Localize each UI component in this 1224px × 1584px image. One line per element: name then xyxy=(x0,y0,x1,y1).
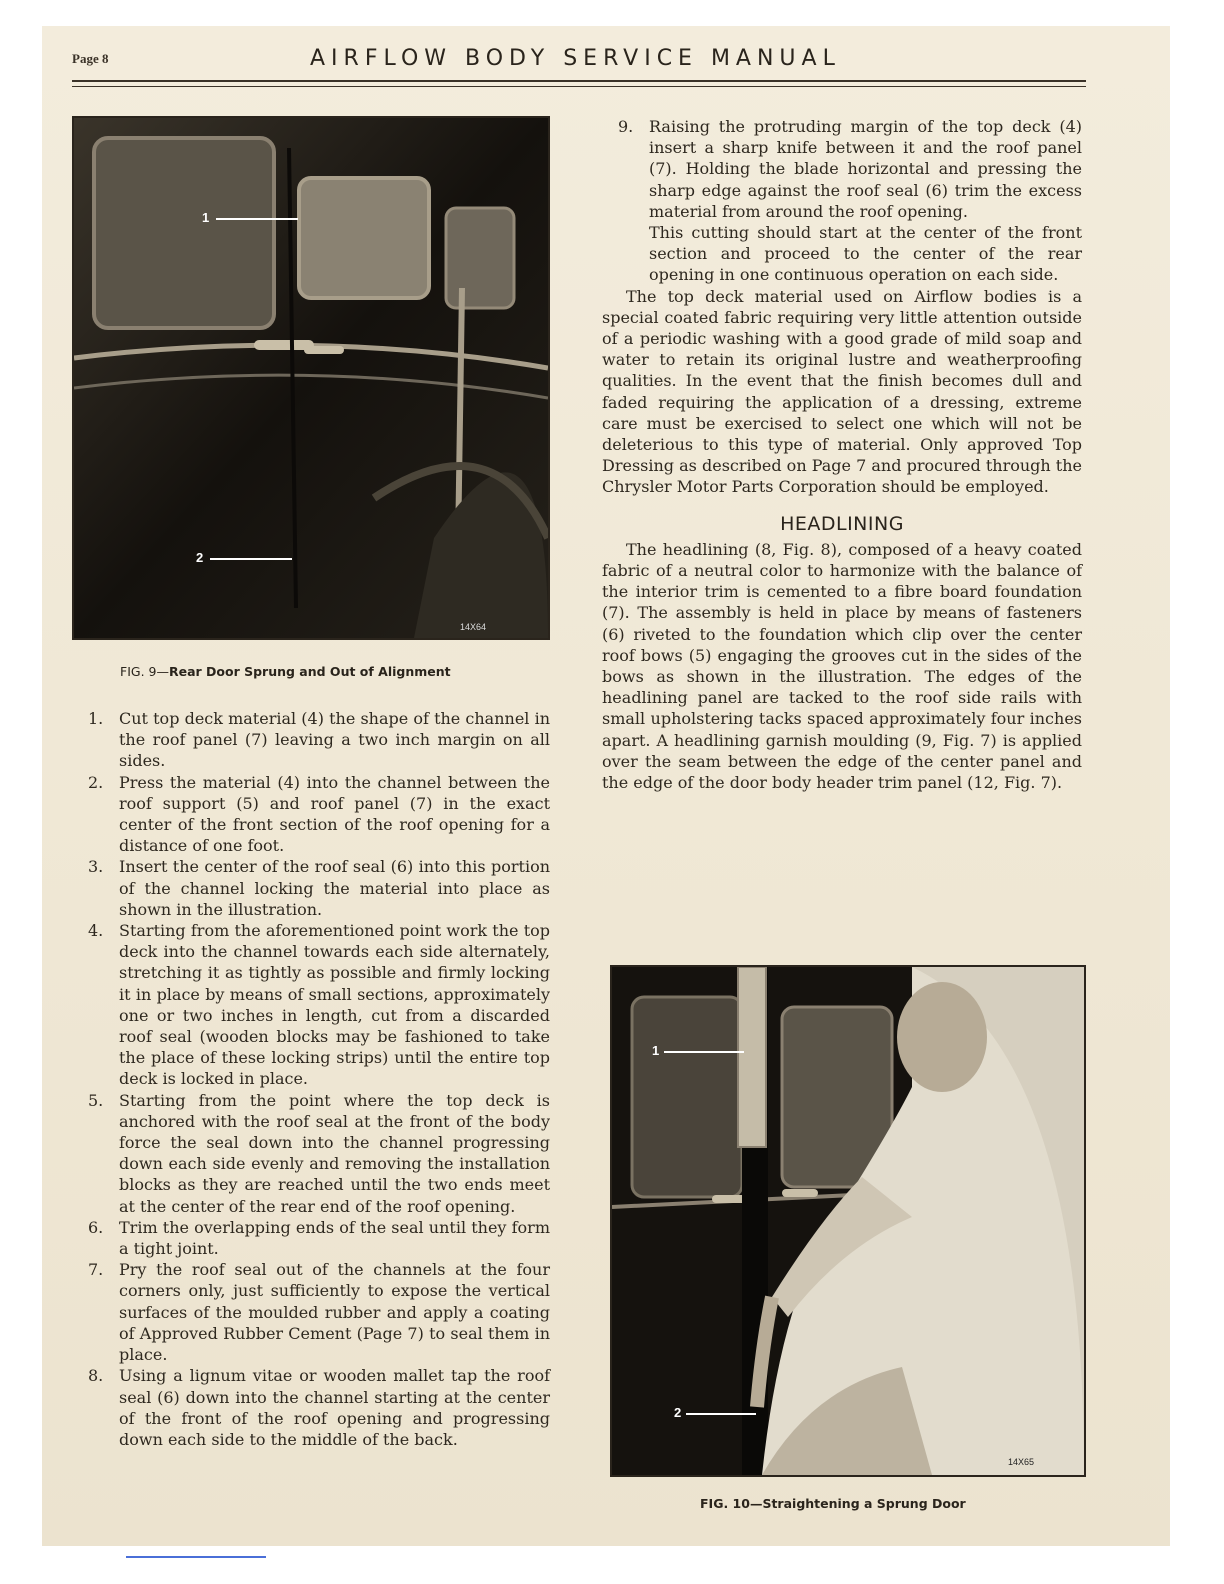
step-number: 4. xyxy=(88,921,104,941)
figure-9-callout-1: 1 xyxy=(202,210,210,225)
car-door-illustration xyxy=(74,118,548,638)
step-number: 1. xyxy=(88,709,104,728)
step-number: 2. xyxy=(88,772,104,792)
step-text: Starting from the aforementioned point work the top deck into the channel towards each side alternately, stretching it as tightly as possible and firmly locking it in place by means of small sections, approximately one or two inches in length, cut from a discarded roof seal (wooden blocks may be fashioned to take the place of these locking strips) until the entire top deck is locked in place. xyxy=(119,921,550,1089)
step-number: 6. xyxy=(88,1217,104,1237)
step-text: Starting from the point where the top deck is anchored with the roof seal at the front of the body force the seal down into the channel progressing down each side evenly and removing the installation blocks as they are reached until the two ends meet at the center of the rear end of the roof opening. xyxy=(119,1090,550,1216)
figure-10-callout-2: 2 xyxy=(674,1405,682,1420)
step-number: 7. xyxy=(88,1260,104,1280)
section-heading: HEADLINING xyxy=(780,512,904,535)
step-2 xyxy=(72,772,550,857)
figure-9-title: Rear Door Sprung and Out of Alignment xyxy=(168,664,451,679)
figure-10-leader-2 xyxy=(686,1413,756,1415)
step-7 xyxy=(72,1259,550,1365)
figure-10-code: 14X65 xyxy=(1008,1457,1035,1467)
step-8 xyxy=(72,1365,550,1450)
procedure-steps-continued xyxy=(602,116,1082,286)
figure-9-leader-2 xyxy=(210,558,292,560)
left-column xyxy=(72,708,550,1450)
page-number: Page 8 xyxy=(72,51,109,66)
figure-10-caption xyxy=(700,1496,966,1511)
step-text: Cut top deck material (4) the shape of the channel in the roof panel (7) leaving a two inch margin on all sides. xyxy=(119,709,550,771)
step-1 xyxy=(72,708,550,772)
figure-10-number: FIG. 10— xyxy=(700,1496,763,1511)
step-text: Press the material (4) into the channel between the roof support (5) and roof panel (7) in the exact center of the front section of the roof opening for a distance of one foot. xyxy=(119,772,550,856)
figure-10-callout-1: 1 xyxy=(652,1043,660,1058)
step-4 xyxy=(72,920,550,1090)
step-text-continued: This cutting should start at the center of the front section and proceed to the center of the rear opening in one continuous operation on each side. xyxy=(649,223,1082,285)
header-rule xyxy=(72,80,1086,82)
figure-9-code: 14X64 xyxy=(460,622,487,632)
step-text: Trim the overlapping ends of the seal until they form a tight joint. xyxy=(119,1217,550,1259)
step-9 xyxy=(602,116,1082,286)
headlining-paragraph: The headlining (8, Fig. 8), composed of a heavy coated fabric of a neutral color to harmonize with the balance of the interior trim is cemented to a fibre board foundation (7). The assembly is held in place by means of fasteners (6) riveted to the foundation which clip over the center roof bows (5) engaging the grooves cut in the sides of the bows as shown in the illustration. The edges of the headlining panel are tacked to the roof side rails with small upholstering tacks spaced approximately four inches apart. A headlining garnish moulding (9, Fig. 7) is applied over the seam between the edge of the center panel and the edge of the door body header trim panel (12, Fig. 7). xyxy=(602,539,1082,793)
step-number: 9. xyxy=(618,117,634,136)
step-number: 8. xyxy=(88,1366,104,1386)
door-straightening-illustration xyxy=(612,967,1084,1475)
step-6 xyxy=(72,1217,550,1259)
figure-10-leader-1 xyxy=(664,1051,744,1053)
step-text: Insert the center of the roof seal (6) into this portion of the channel locking the material into place as shown in the illustration. xyxy=(119,857,550,919)
step-3 xyxy=(72,856,550,920)
top-deck-paragraph: The top deck material used on Airflow bodies is a special coated fabric requiring very little attention outside of a periodic washing with a good grade of mild soap and water to retain its original lustre and weatherproofing qualities. In the event that the finish becomes dull and faded requiring the application of a dressing, extreme care must be exercised to select one which will not be deleterious to this type of material. Only approved Top Dressing as described on Page 7 and procured through the Chrysler Motor Parts Corporation should be employed. xyxy=(602,286,1082,497)
figure-9-number: FIG. 9— xyxy=(120,664,169,679)
running-title: AIRFLOW BODY SERVICE MANUAL xyxy=(310,46,841,71)
figure-10-photo xyxy=(610,965,1086,1477)
step-number: 5. xyxy=(88,1090,104,1110)
figure-9-caption xyxy=(120,664,451,679)
right-column xyxy=(602,116,1082,793)
step-number: 3. xyxy=(88,857,104,877)
procedure-steps xyxy=(72,708,550,1450)
header-rule-thin xyxy=(72,86,1086,87)
pen-mark xyxy=(126,1556,266,1558)
figure-9-leader-1 xyxy=(216,218,298,220)
figure-9-callout-2: 2 xyxy=(196,550,204,565)
step-text: Raising the protruding margin of the top deck (4) insert a sharp knife between it and the roof panel (7). Holding the blade horizontal and pressing the sharp edge against the roof seal (6) trim the excess material from around the roof opening. xyxy=(649,117,1082,221)
step-text: Using a lignum vitae or wooden mallet tap the roof seal (6) down into the channel starting at the center of the front of the roof opening and progressing down each side to the middle of the back. xyxy=(119,1366,550,1449)
step-5 xyxy=(72,1090,550,1217)
figure-10-title: Straightening a Sprung Door xyxy=(762,1496,966,1511)
step-text: Pry the roof seal out of the channels at the four corners only, just sufficiently to expose the vertical surfaces of the moulded rubber and apply a coating of Approved Rubber Cement (Page 7) to seal them in place. xyxy=(119,1260,550,1365)
figure-9-photo xyxy=(72,116,550,640)
